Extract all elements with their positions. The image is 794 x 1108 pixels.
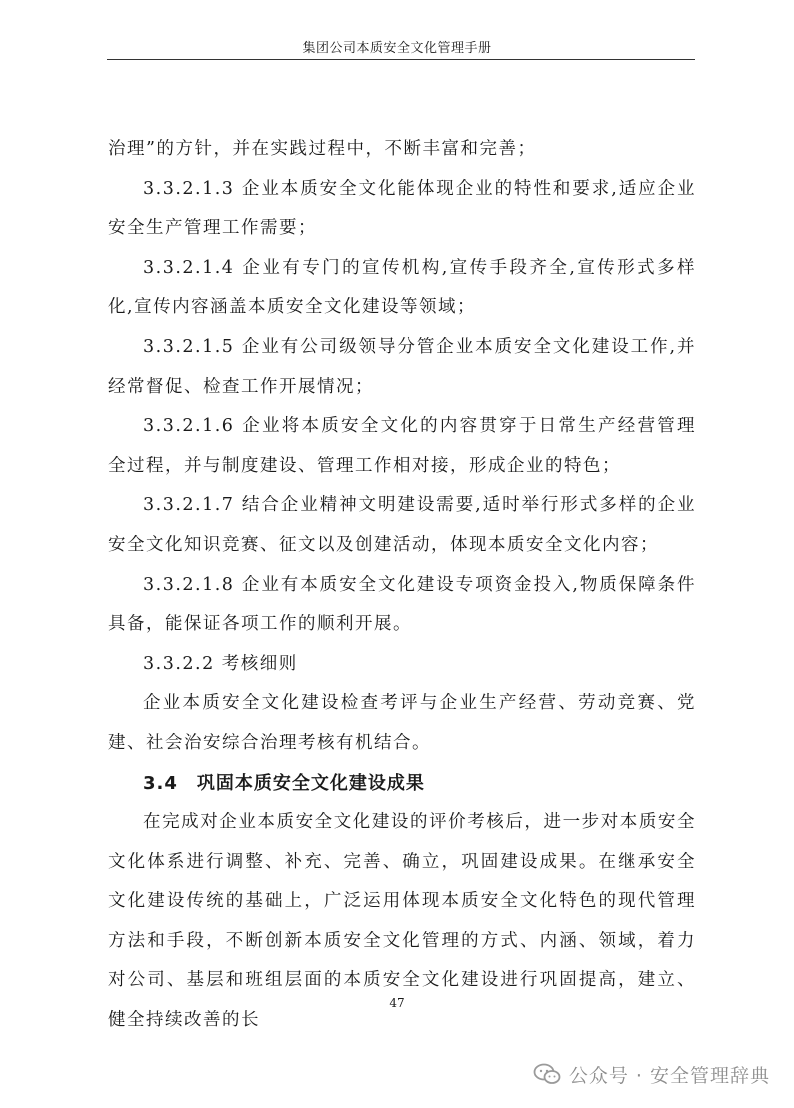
section-3-4-paragraph: 在完成对企业本质安全文化建设的评价考核后，进一步对本质安全文化体系进行调整、补充、完善、确立，巩固建设成果。在继承安全文化建设传统的基础上，广泛运用体现本质安全文化特色的现代管理方法和手段，不断创新本质安全文化管理的方式、内涵、领域，着力对公司、基层和班组层面的本质安全文化建设进行巩固提高，建立、健全持续改善的长 (108, 812, 696, 1031)
clause-3-3-2-1-5: 3.3.2.1.5 企业有公司级领导分管企业本质安全文化建设工作,并经常督促、检查工作开展情况； (108, 336, 696, 397)
wechat-watermark (533, 1059, 770, 1089)
paragraph-continuation: 治理”的方针，并在实践过程中，不断丰富和完善； (108, 139, 537, 159)
clause-3-3-2-1-8: 3.3.2.1.8 企业有本质安全文化建设专项资金投入,物质保障条件具备，能保证各项工作的顺利开展。 (108, 574, 696, 635)
page-header-title: 集团公司本质安全文化管理手册 (302, 41, 492, 56)
clause-3-3-2-1-4: 3.3.2.1.4 企业有专门的宣传机构,宣传手段齐全,宣传形式多样化,宣传内容涵盖本质安全文化建设等领域； (108, 257, 696, 318)
watermark-text: 公众号 · 安全管理辞典 (568, 1064, 770, 1087)
subsection-3-3-2-2-heading: 3.3.2.2 考核细则 (143, 653, 298, 674)
wechat-icon (533, 1062, 561, 1086)
clause-3-3-2-1-6: 3.3.2.1.6 企业将本质安全文化的内容贯穿于日常生产经营管理全过程，并与制度建设、管理工作相对接，形成企业的特色； (108, 416, 696, 476)
clause-3-3-2-1-3: 3.3.2.1.3 企业本质安全文化能体现企业的特性和要求,适应企业安全生产管理工作需要； (108, 178, 696, 239)
page-number: 47 (389, 996, 405, 1010)
header-divider (107, 59, 695, 60)
clause-3-3-2-1-7: 3.3.2.1.7 结合企业精神文明建设需要,适时举行形式多样的企业安全文化知识竞赛、征文以及创建活动，体现本质安全文化内容； (108, 495, 696, 555)
assessment-paragraph: 企业本质安全文化建设检查考评与企业生产经营、劳动竞赛、党建、社会治安综合治理考核有机结合。 (108, 693, 696, 753)
section-3-4-heading: 3.4 巩固本质安全文化建设成果 (143, 772, 425, 794)
document-body (108, 130, 696, 1041)
